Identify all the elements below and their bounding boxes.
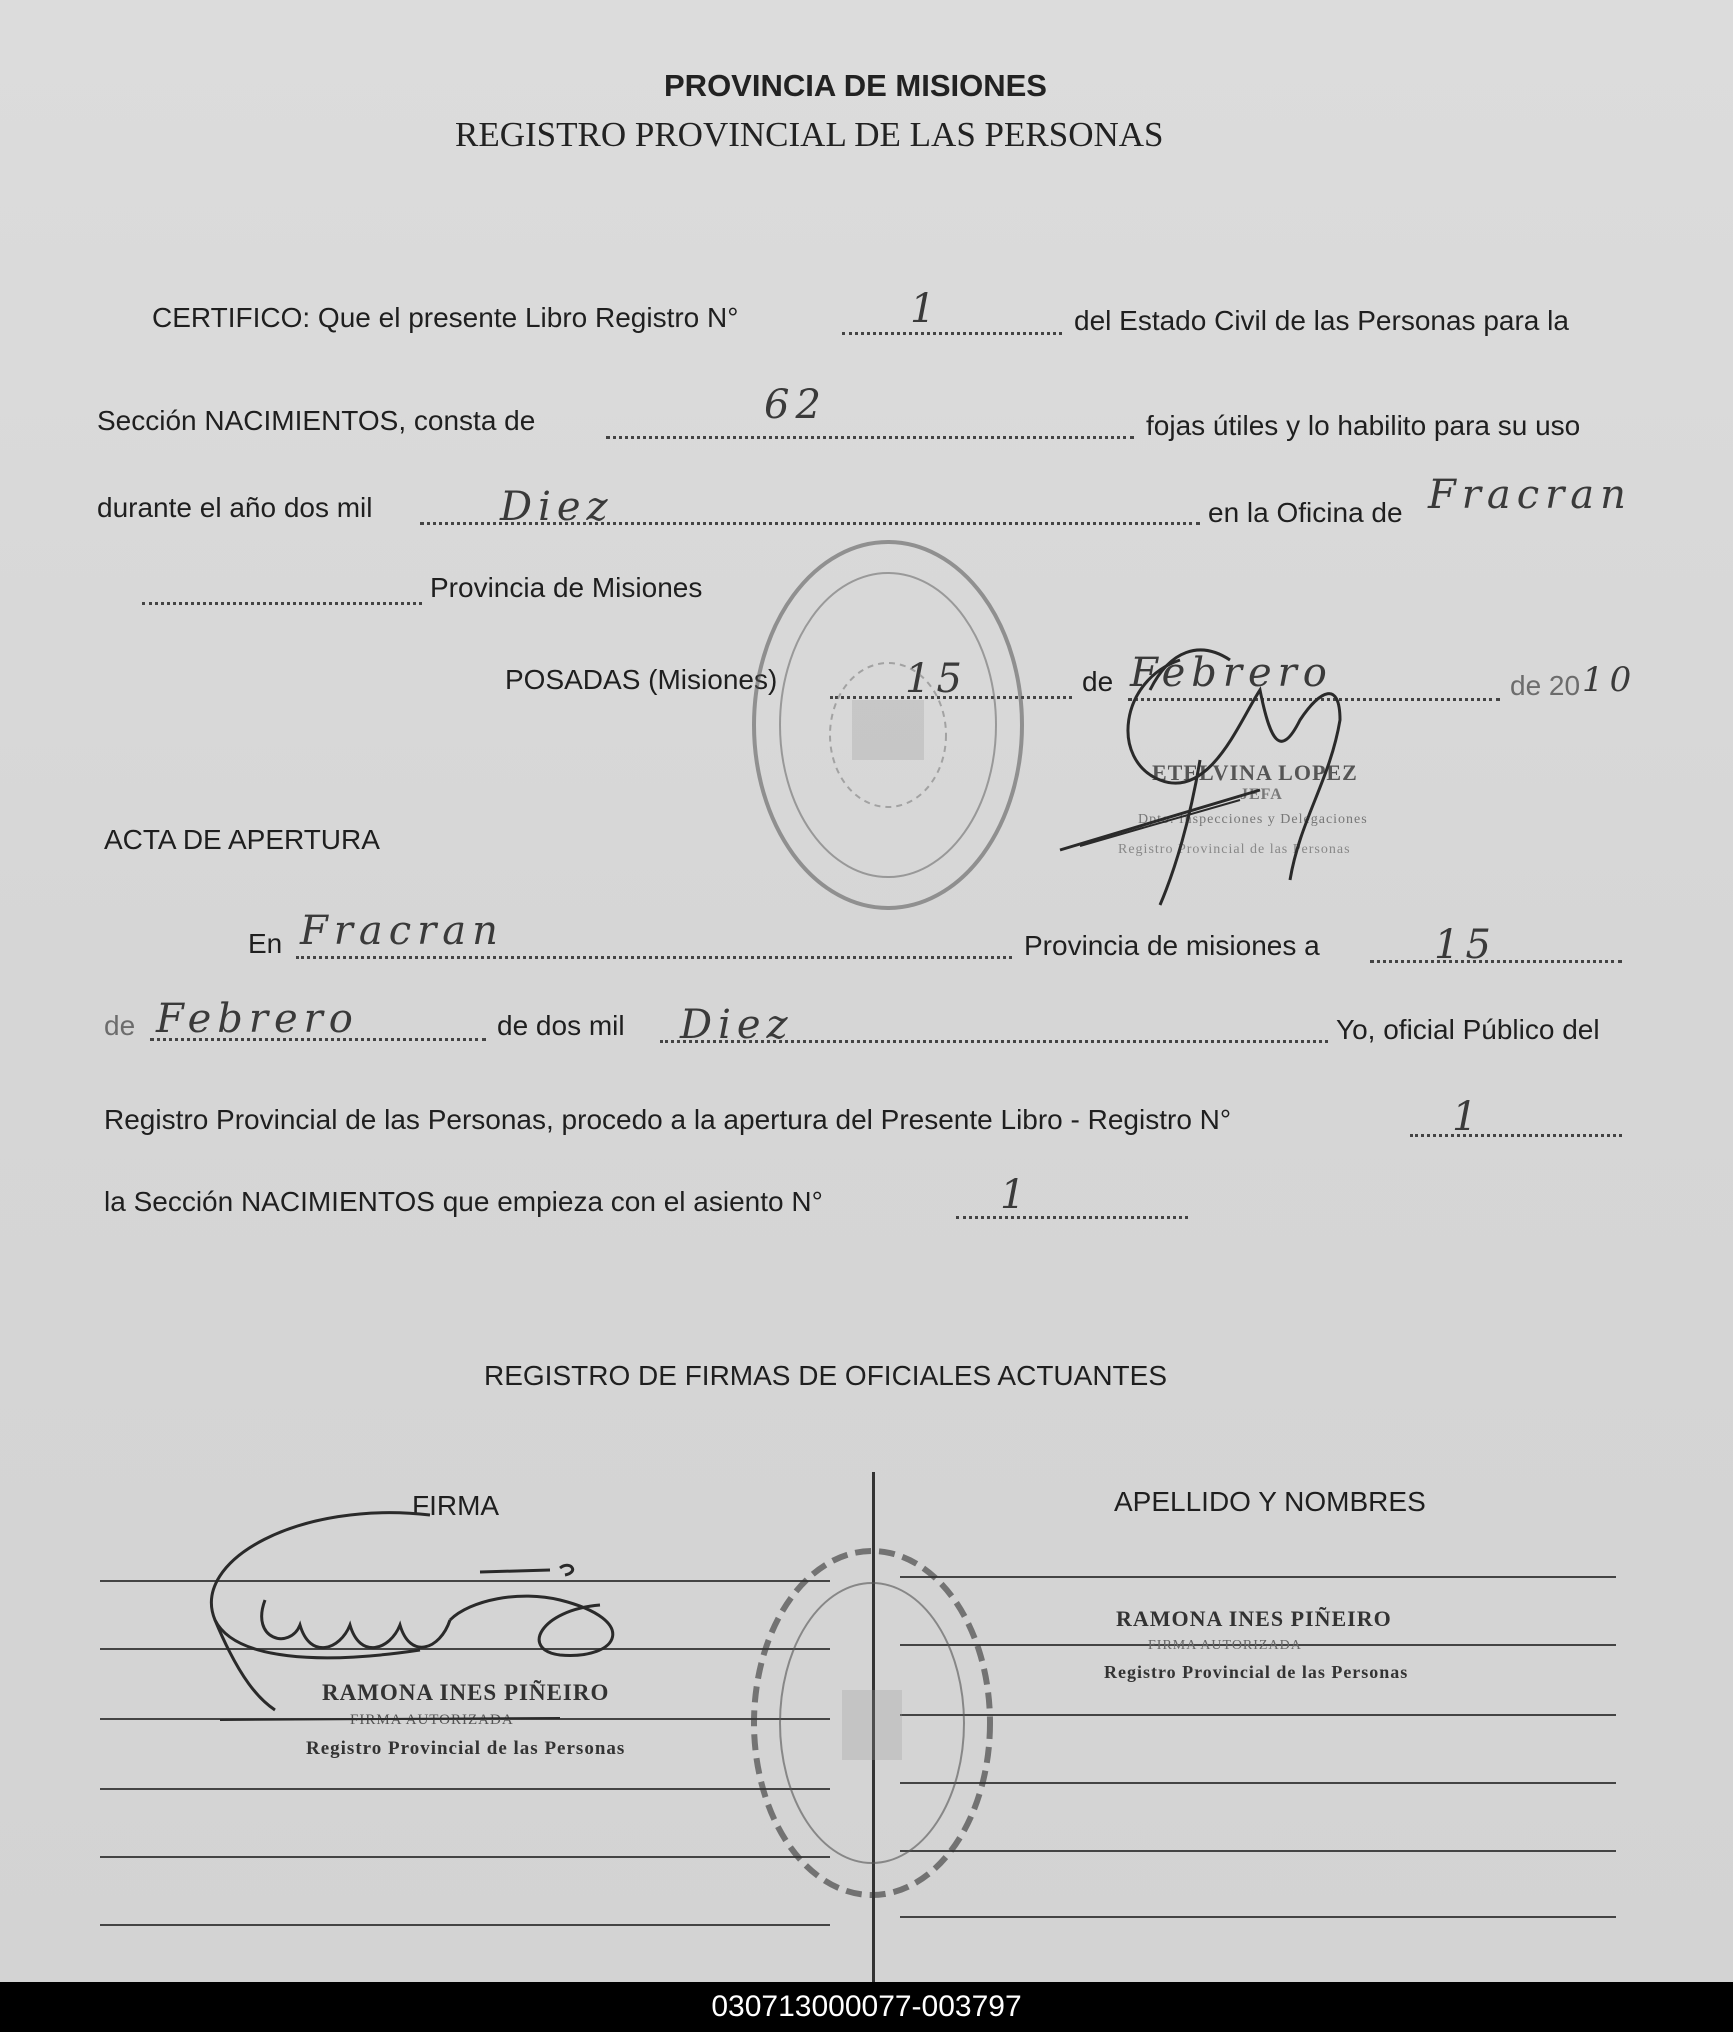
handwritten-asiento: 1 <box>1000 1172 1032 1218</box>
year-prefix: de 20 <box>1510 670 1581 701</box>
handwritten-place: Fracran <box>300 908 504 954</box>
right-signatory-role: FIRMA AUTORIZADA <box>1148 1638 1302 1653</box>
handwritten-month: Febrero <box>1130 650 1333 696</box>
certifico-line2-b: fojas útiles y lo habilito para su uso <box>1146 410 1581 441</box>
certifico-line1-b: del Estado Civil de las Personas para la <box>1074 305 1569 336</box>
certifico-line3-a: durante el año dos mil <box>97 492 373 523</box>
left-signature-icon <box>211 1513 612 1720</box>
province-heading: PROVINCIA DE MISIONES <box>664 68 1047 103</box>
stamp-role: JEFA <box>1240 786 1283 803</box>
handwritten-acta-day: 15 <box>1434 922 1497 968</box>
acta-line4: la Sección NACIMIENTOS que empieza con el asiento N° <box>104 1186 823 1217</box>
handwritten-acta-month: Febrero <box>156 996 359 1042</box>
acta-line2-a: de dos mil <box>497 1010 625 1041</box>
jefa-signature-icon <box>1060 650 1340 905</box>
acta-line1-b: Provincia de misiones a <box>1024 930 1320 961</box>
acta-title: ACTA DE APERTURA <box>104 824 380 855</box>
handwritten-day: 15 <box>905 656 968 702</box>
acta-de: de <box>104 1010 136 1041</box>
stamp-org: Registro Provincial de las Personas <box>1118 842 1351 857</box>
right-signatory-org: Registro Provincial de las Personas <box>1104 1662 1409 1682</box>
handwritten-acta-year: Diez <box>680 1002 794 1048</box>
certifico-line2-a: Sección NACIMIENTOS, consta de <box>97 405 536 436</box>
left-signatory-role: FIRMA AUTORIZADA <box>350 1712 514 1728</box>
round-seal-icon <box>754 1551 990 1895</box>
posadas-label: POSADAS (Misiones) <box>505 664 778 695</box>
left-signatory-org: Registro Provincial de las Personas <box>306 1738 626 1759</box>
firma-column-header: FIRMA <box>412 1490 500 1521</box>
right-signatory-name: RAMONA INES PIÑEIRO <box>1116 1606 1392 1631</box>
certifico-line4: Provincia de Misiones <box>430 572 703 603</box>
registry-heading: REGISTRO PROVINCIAL DE LAS PERSONAS <box>455 115 1164 154</box>
certifico-line1-a: CERTIFICO: Que el presente Libro Registro N° <box>152 302 739 333</box>
acta-line3: Registro Provincial de las Personas, procedo a la apertura del Presente Libro - Registro N° <box>104 1104 1232 1135</box>
de-label: de <box>1082 666 1114 697</box>
acta-line2-b: Yo, oficial Público del <box>1336 1014 1600 1045</box>
handwritten-libro-number: 1 <box>910 286 942 332</box>
document-footer-code: 030713000077-003797 <box>0 1982 1733 2032</box>
handwritten-fojas: 62 <box>764 382 827 428</box>
certifico-line3-b: en la Oficina de <box>1208 497 1403 528</box>
acta-en: En <box>248 928 283 959</box>
handwritten-acta-libro: 1 <box>1452 1094 1484 1140</box>
stamp-name: ETELVINA LOPEZ <box>1152 760 1358 785</box>
firmas-title: REGISTRO DE FIRMAS DE OFICIALES ACTUANTES <box>484 1360 1167 1391</box>
stamp-dept: Dpto. Inspecciones y Delegaciones <box>1138 812 1368 827</box>
handwritten-office: Fracran <box>1428 472 1632 518</box>
handwritten-year-words: Diez <box>500 484 614 530</box>
left-signatory-name: RAMONA INES PIÑEIRO <box>322 1680 610 1705</box>
apellido-column-header: APELLIDO Y NOMBRES <box>1114 1486 1426 1517</box>
handwritten-year-digits: 10 <box>1582 660 1638 700</box>
official-seal-icon <box>754 542 1022 908</box>
